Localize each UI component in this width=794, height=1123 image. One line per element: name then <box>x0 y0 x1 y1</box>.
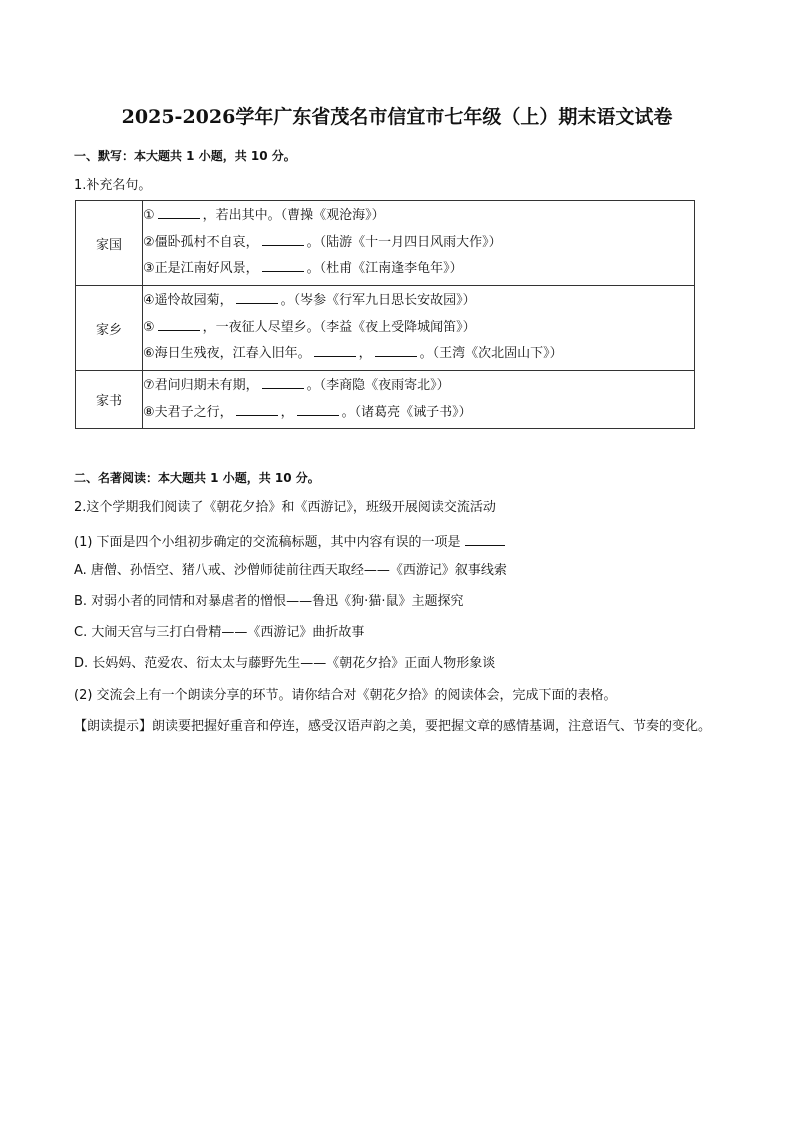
option-a[interactable]: A. 唐僧、孙悟空、猪八戒、沙僧师徒前往西天取经——《西游记》叙事线索 <box>74 563 507 578</box>
line-text: ⑤ <box>143 319 155 335</box>
poem-line <box>143 203 694 230</box>
line-text: ⑥海日生残夜，江春入旧年。 <box>143 346 311 362</box>
line-text: ① <box>143 208 155 224</box>
option-d[interactable]: D. 长妈妈、范爱农、衍太太与藤野先生——《朝花夕拾》正面人物形象谈 <box>74 656 496 671</box>
table-row <box>76 201 695 286</box>
answer-blank[interactable] <box>262 374 304 389</box>
line-text: 。（李商隐《夜雨寄北》） <box>306 378 450 393</box>
poem-line <box>143 341 694 368</box>
answer-blank[interactable] <box>262 257 304 272</box>
category-cell: 家国 <box>76 201 143 286</box>
category-cell: 家书 <box>76 371 143 429</box>
option-b[interactable]: B. 对弱小者的同情和对暴虐者的憎恨——鲁迅《狗·猫·鼠》主题探究 <box>74 594 464 609</box>
lines-cell <box>143 201 695 286</box>
line-text: 。（陆游《十一月四日风雨大作》） <box>306 234 502 250</box>
poem-line <box>143 315 694 342</box>
section-1-heading: 一、默写：本大题共 1 小题，共 10 分。 <box>74 149 296 163</box>
answer-blank[interactable] <box>236 289 278 304</box>
answer-blank[interactable] <box>314 342 356 357</box>
sub-question-1 <box>74 531 505 552</box>
question-1-stem: 1.补充名句。 <box>74 178 152 193</box>
table-row <box>76 286 695 371</box>
poem-line <box>143 288 694 315</box>
table-row <box>76 371 695 429</box>
answer-blank[interactable] <box>465 531 505 546</box>
answer-blank[interactable] <box>158 204 200 219</box>
line-text: 。（王湾《次北固山下》） <box>419 346 563 362</box>
poem-fill-table <box>75 200 695 429</box>
reading-tip: 【朗读提示】朗读要把握好重音和停连，感受汉语声韵之美，要把握文章的感情基调，注意语气、节奏的变化。 <box>74 719 712 734</box>
line-text: 。（岑参《行军九日思长安故园》） <box>280 293 476 309</box>
lines-cell <box>143 371 695 429</box>
poem-line <box>143 256 694 283</box>
line-text: 。（杜甫《江南逢李龟年》） <box>306 261 463 277</box>
line-text: ，若出其中。（曹操《观沧海》） <box>202 208 385 224</box>
sub-question-text: (1) 下面是四个小组初步确定的交流稿标题，其中内容有误的一项是 <box>74 535 461 550</box>
category-cell: 家乡 <box>76 286 143 371</box>
line-text: ④遥怜故园菊， <box>143 293 233 309</box>
option-c[interactable]: C. 大闹天宫与三打白骨精——《西游记》曲折故事 <box>74 625 365 640</box>
poem-line <box>143 373 694 400</box>
line-text: 。（诸葛亮《诫子书》） <box>341 404 472 420</box>
answer-blank[interactable] <box>262 231 304 246</box>
line-text: ， <box>280 404 294 420</box>
poem-line <box>143 400 694 427</box>
line-text: ⑧夫君子之行， <box>143 404 233 420</box>
answer-blank[interactable] <box>375 342 417 357</box>
answer-blank[interactable] <box>236 401 278 416</box>
line-text: ②僵卧孤村不自哀， <box>143 234 259 250</box>
answer-blank[interactable] <box>297 401 339 416</box>
section-2-heading: 二、名著阅读：本大题共 1 小题，共 10 分。 <box>74 471 320 485</box>
line-text: ，一夜征人尽望乡。（李益《夜上受降城闻笛》） <box>202 319 476 335</box>
sub-question-2: (2) 交流会上有一个朗读分享的环节。请你结合对《朝花夕拾》的阅读体会，完成下面的表格。 <box>74 688 617 703</box>
question-2-stem: 2.这个学期我们阅读了《朝花夕拾》和《西游记》，班级开展阅读交流活动 <box>74 500 496 515</box>
poem-line <box>143 230 694 257</box>
lines-cell <box>143 286 695 371</box>
line-text: ， <box>358 346 372 362</box>
line-text: ③正是江南好风景， <box>143 261 259 277</box>
answer-blank[interactable] <box>158 316 200 331</box>
line-text: ⑦君问归期未有期， <box>143 378 259 393</box>
exam-title: 2025-2026学年广东省茂名市信宜市七年级（上）期末语文试卷 <box>121 106 673 128</box>
